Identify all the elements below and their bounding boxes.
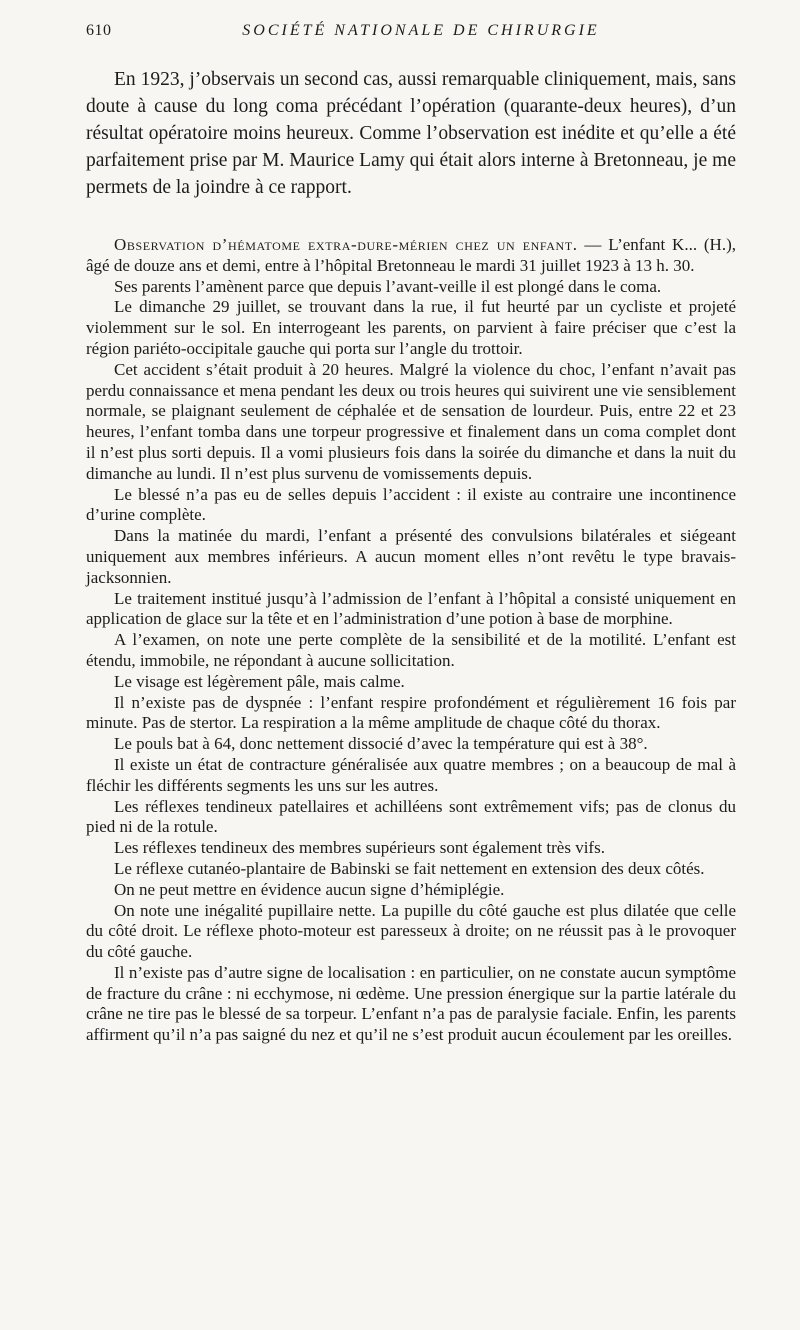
paragraph: Il n’existe pas de dyspnée : l’enfant respire profondément et régulièrement 16 fois par minute. Pas de stertor. La respiration a la même amplitude de chaque côté du thorax. bbox=[86, 692, 736, 733]
observation-lead: — L’enfant K... (H.), âgé de douze ans et demi, entre à l’hôpital Bretonneau le mardi 31 juillet 1923 à 13 h. 30. bbox=[86, 235, 736, 275]
paragraph: Dans la matinée du mardi, l’enfant a présenté des convulsions bilatérales et siégeant uniquement aux membres inférieurs. A aucun moment elles n’ont revêtu le type bravais-jacksonnien. bbox=[86, 526, 736, 587]
paragraph: Le visage est légèrement pâle, mais calme. bbox=[114, 671, 405, 691]
paragraph: Il n’existe pas d’autre signe de localisation : en particulier, on ne constate aucun symptôme de fracture du crâne : ni ecchymose, ni œdème. Une pression énergique sur la partie latérale du crâne ne tire pas le blessé de sa torpeur. L’enfant n’a pas de paralysie faciale. Enfin, les parents affirment qu’il n’a pas saigné du nez et qu’il ne s’est produit aucun écoulement par les oreilles. bbox=[86, 962, 736, 1045]
paragraph: Les réflexes tendineux patellaires et achilléens sont extrêmement vifs; pas de clonus du pied ni de la rotule. bbox=[86, 796, 736, 837]
paragraph: Cet accident s’était produit à 20 heures. Malgré la violence du choc, l’enfant n’avait pas perdu connaissance et mena pendant les deux ou trois heures qui suivirent une vie sensiblement normale, se plaignant seulement de céphalée et de sensation de lourdeur. Puis, entre 22 et 23 heures, l’enfant tomba dans une torpeur progressive et finalement dans un coma complet dont il n’est plus sorti depuis. Il a vomi plusieurs fois dans la soirée du dimanche et dans la nuit du dimanche au lundi. Il n’est plus survenu de vomissements depuis. bbox=[86, 359, 736, 483]
paragraph: Le traitement institué jusqu’à l’admission de l’enfant à l’hôpital a consisté uniquement en application de glace sur la tête et en l’administration d’une potion à base de morphine. bbox=[86, 588, 736, 629]
paragraph: On note une inégalité pupillaire nette. La pupille du côté gauche est plus dilatée que celle du côté droit. Le réflexe photo-moteur est paresseux à droite; on ne réussit pas à le provoquer du côté gauche. bbox=[86, 900, 736, 962]
observation-title: Observation d’hématome extra-dure-mérien chez un enfant. bbox=[114, 235, 578, 254]
paragraph: Le réflexe cutanéo-plantaire de Babinski se fait nettement en extension des deux côtés. bbox=[114, 858, 705, 878]
paragraph: A l’examen, on note une perte complète de la sensibilité et de la motilité. L’enfant est étendu, immobile, ne répondant à aucune sollicitation. bbox=[86, 630, 736, 670]
paragraph: Les réflexes tendineux des membres supérieurs sont également très vifs. bbox=[114, 838, 605, 858]
page-header bbox=[86, 22, 736, 46]
paragraph: Le blessé n’a pas eu de selles depuis l’accident : il existe au contraire une incontinence d’urine complète. bbox=[86, 484, 736, 525]
paragraph: Ses parents l’amènent parce que depuis l’avant-veille il est plongé dans le coma. bbox=[114, 276, 662, 296]
page-number: 610 bbox=[86, 22, 112, 39]
observation-body bbox=[86, 235, 736, 1046]
intro-paragraph: En 1923, j’observais un second cas, aussi remarquable cliniquement, mais, sans doute à cause du long coma précédant l’opération (quarante-deux heures), d’un résultat opératoire moins heureux. Comme l’observation est inédite et qu’elle a été parfaitement prise par M. Maurice Lamy qui était alors interne à Bretonneau, je me permets de la joindre à ce rapport. bbox=[86, 69, 736, 198]
paragraph: On ne peut mettre en évidence aucun signe d’hémiplégie. bbox=[114, 879, 505, 899]
running-head: SOCIÉTÉ NATIONALE DE CHIRURGIE bbox=[242, 22, 600, 39]
paragraph: Le dimanche 29 juillet, se trouvant dans la rue, il fut heurté par un cycliste et projeté violemment sur le sol. En interrogeant les parents, on parvient à faire préciser que c’est la région pariéto-occipitale gauche qui porta sur l’angle du trottoir. bbox=[86, 297, 736, 358]
paragraph: Le pouls bat à 64, donc nettement dissocié d’avec la température qui est à 38°. bbox=[114, 734, 648, 754]
observation-heading-paragraph bbox=[86, 235, 736, 277]
paragraph: Il existe un état de contracture généralisée aux quatre membres ; on a beaucoup de mal à fléchir les différents segments les uns sur les autres. bbox=[86, 754, 736, 795]
